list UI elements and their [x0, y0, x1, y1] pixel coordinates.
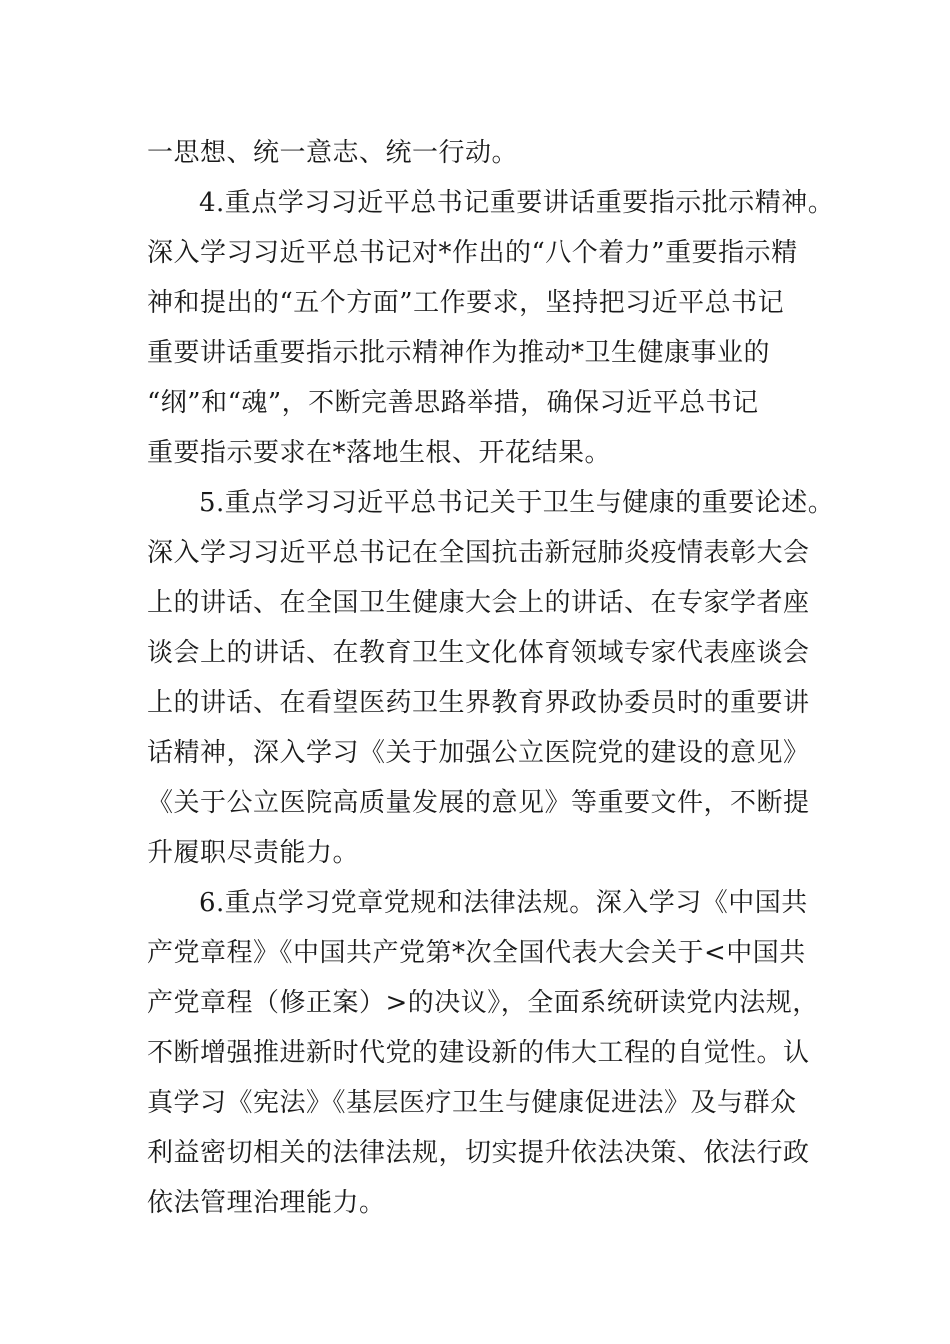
text-line: 产党章程（修正案）>的决议》，全面系统研读党内法规，: [147, 988, 819, 1018]
text-line: 重要指示要求在*落地生根、开花结果。: [147, 438, 612, 468]
section-4-heading-line: 4.重点学习习近平总书记重要讲话重要指示批示精神。: [199, 188, 835, 218]
text-line: 谈会上的讲话、在教育卫生文化体育领域专家代表座谈会: [147, 638, 810, 668]
section-6-heading-line: 6.重点学习党章党规和法律法规。深入学习《中国共: [199, 888, 808, 918]
text-line: 上的讲话、在看望医药卫生界教育界政协委员时的重要讲: [147, 688, 810, 718]
text-line: 产党章程》《中国共产党第*次全国代表大会关于<中国共: [147, 938, 806, 968]
text-line: 《关于公立医院高质量发展的意见》等重要文件，不断提: [147, 788, 810, 818]
section-5-heading-line: 5.重点学习习近平总书记关于卫生与健康的重要论述。: [199, 488, 835, 518]
text-line: 不断增强推进新时代党的建设新的伟大工程的自觉性。认: [147, 1038, 810, 1068]
text-line: 真学习《宪法》《基层医疗卫生与健康促进法》及与群众: [147, 1088, 797, 1118]
text-line: 深入学习习近平总书记对*作出的“八个着力”重要指示精: [147, 238, 798, 268]
text-line: 利益密切相关的法律法规，切实提升依法决策、依法行政: [147, 1138, 810, 1168]
text-line: 一思想、统一意志、统一行动。: [147, 138, 519, 168]
text-line: 深入学习习近平总书记在全国抗击新冠肺炎疫情表彰大会: [147, 538, 810, 568]
document-body: [147, 128, 835, 1228]
text-line: 依法管理治理能力。: [147, 1188, 386, 1218]
text-line: 升履职尽责能力。: [147, 838, 360, 868]
text-line: 神和提出的“五个方面”工作要求，坚持把习近平总书记: [147, 288, 785, 318]
text-line: 上的讲话、在全国卫生健康大会上的讲话、在专家学者座: [147, 588, 810, 618]
text-line: “纲”和“魂”，不断完善思路举措，确保习近平总书记: [147, 388, 759, 418]
text-line: 重要讲话重要指示批示精神作为推动*卫生健康事业的: [147, 338, 771, 368]
text-line: 话精神，深入学习《关于加强公立医院党的建设的意见》: [147, 738, 810, 768]
